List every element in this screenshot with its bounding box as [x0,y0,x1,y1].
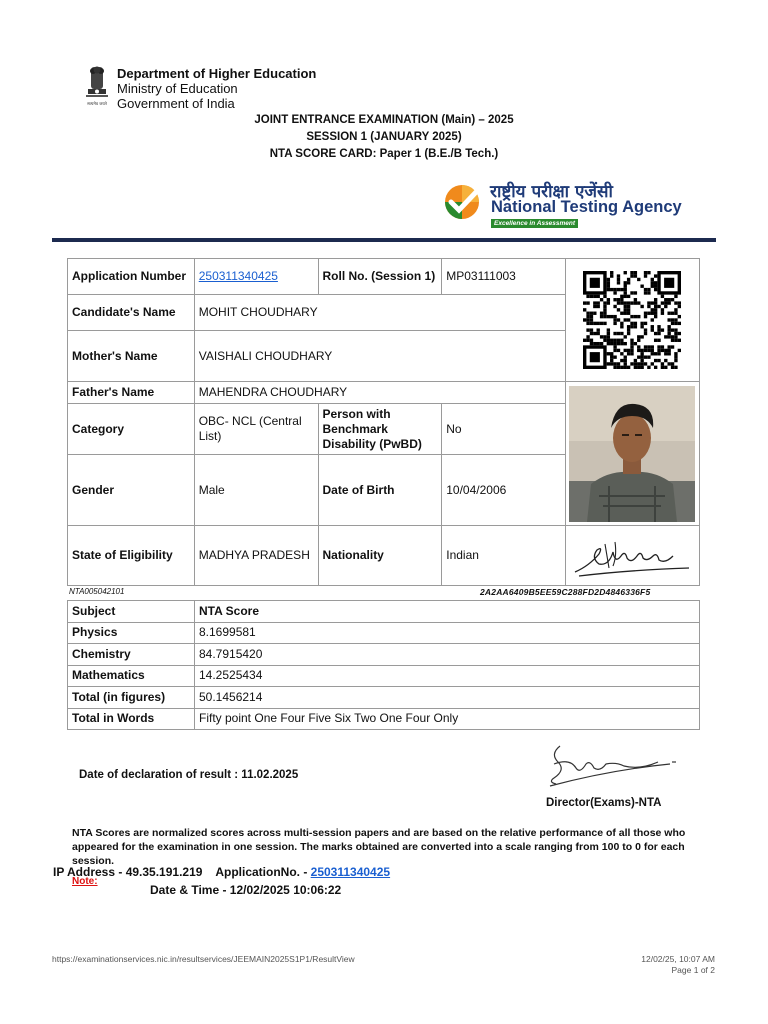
nta-logo-icon [444,183,484,221]
dept-line1: Department of Higher Education [117,66,317,81]
footer-info [560,954,715,976]
dob-value: 10/04/2006 [442,455,566,526]
note-text: NTA Scores are normalized scores across multi-session papers and are based on the relative performance of all those who appeared for the examination in one session. The marks obtained are converted into a scale ranging from 100 to 0 for each session. [72,827,686,867]
director-title: Director(Exams)-NTA [546,797,662,809]
state-label: State of Eligibility [68,526,195,586]
signature-cell [565,526,699,586]
scorecard-title: NTA SCORE CARD: Paper 1 (B.E./B Tech.) [269,148,499,160]
qr-cell [565,259,699,382]
application-number-label: Application Number [68,259,195,295]
table-row [68,622,700,644]
exam-titles [0,112,768,163]
state-value: MADHYA PRADESH [194,526,318,586]
application-number-link[interactable]: 250311340425 [198,269,278,283]
candidate-name-label: Candidate's Name [68,295,195,331]
score-mathematics: 14.2525434 [195,665,700,687]
gender-label: Gender [68,455,195,526]
print-timestamp: 12/02/25, 10:07 AM [641,954,715,964]
father-name-label: Father's Name [68,382,195,404]
ip-address-text: IP Address - 49.35.191.219 ApplicationNo. - [53,865,311,879]
header-rule [52,238,716,242]
table-row [68,708,700,730]
session-title: SESSION 1 (JANUARY 2025) [306,131,462,143]
department-block [117,66,316,111]
subject-physics: Physics [68,622,195,644]
dob-label: Date of Birth [318,455,442,526]
table-row [68,644,700,666]
reference-hash-right: 2A2AA6409B5EE59C288FD2D4846336F5 [480,587,651,597]
nationality-label: Nationality [318,526,442,586]
pwbd-value: No [442,404,566,455]
nta-english-name: National Testing Agency [491,198,682,216]
score-header-row [68,601,700,623]
note-label: Note: [72,876,98,887]
footer-url[interactable]: https://examinationservices.nic.in/resultservices/JEEMAIN2025S1P1/ResultView [52,954,355,964]
table-row [68,665,700,687]
page-number: Page 1 of 2 [671,965,715,975]
director-signature [540,740,680,790]
subject-mathematics: Mathematics [68,665,195,687]
roll-label: Roll No. (Session 1) [318,259,442,295]
reference-code-left: NTA005042101 [69,587,125,596]
candidate-details-table [67,258,700,586]
total-words-value: Fifty point One Four Five Six Two One Four Only [195,708,700,730]
total-figures-label: Total (in figures) [68,687,195,709]
father-name: MAHENDRA CHOUDHARY [194,382,565,404]
nta-hindi-name: राष्ट्रीय परीक्षा एजेंसी [490,182,613,202]
mother-name-label: Mother's Name [68,331,195,382]
nta-score-header: NTA Score [195,601,700,623]
gender-value: Male [194,455,318,526]
dept-line3: Government of India [117,96,235,111]
date-time-line: Date & Time - 12/02/2025 10:06:22 [150,883,342,897]
total-words-label: Total in Words [68,708,195,730]
ip-line [53,865,390,879]
nta-tagline: Excellence in Assessment [491,219,578,228]
category-value: OBC- NCL (Central List) [194,404,318,455]
roll-number: MP03111003 [442,259,566,295]
footer-application-link[interactable]: 250311340425 [310,865,391,879]
exam-title: JOINT ENTRANCE EXAMINATION (Main) – 2025 [254,114,514,126]
mother-name: VAISHALI CHOUDHARY [194,331,565,382]
category-label: Category [68,404,195,455]
candidate-name: MOHIT CHOUDHARY [194,295,565,331]
declaration-date: Date of declaration of result : 11.02.2025 [79,769,299,781]
score-chemistry: 84.7915420 [195,644,700,666]
candidate-photo [569,386,695,522]
dept-line2: Ministry of Education [117,81,238,96]
nationality-value: Indian [442,526,566,586]
emblem-caption: सत्यमेव जयते [87,101,107,106]
subject-header: Subject [68,601,195,623]
photo-cell [565,382,699,526]
national-emblem-icon [82,65,112,109]
table-row [68,687,700,709]
pwbd-label: Person with Benchmark Disability (PwBD) [318,404,442,455]
candidate-signature [569,530,695,582]
subject-chemistry: Chemistry [68,644,195,666]
qr-code-icon [581,271,683,369]
total-figures-value: 50.1456214 [195,687,700,709]
score-physics: 8.1699581 [195,622,700,644]
score-table [67,600,700,730]
